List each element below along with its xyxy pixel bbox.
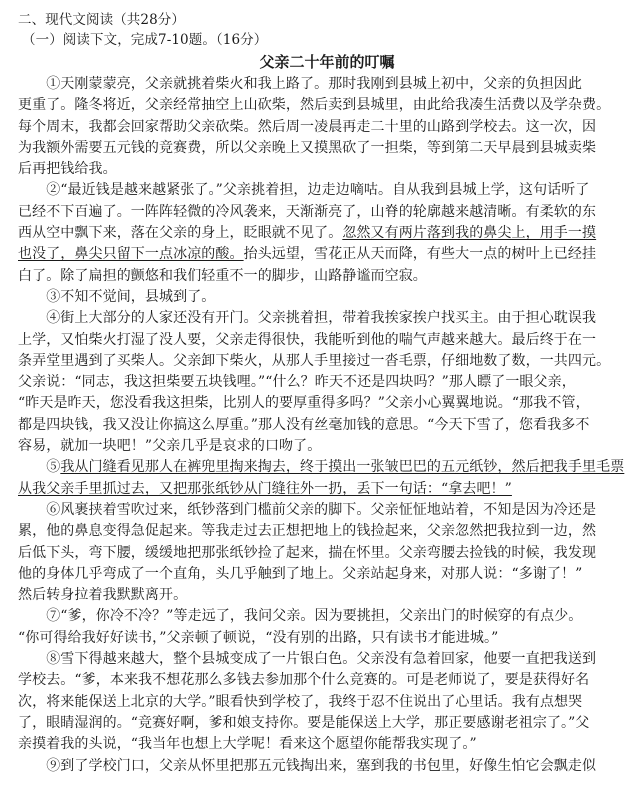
text-line (18, 479, 616, 500)
text-segment: 后低下头，弯下腰，缓缓地把那张纸钞捡了起来，揣在怀里。父亲弯腰去捡钱的时候，我发现 (18, 544, 597, 561)
text-segment: ⑨到了学校门口，父亲从怀里把那五元钱掏出来，塞到我的书包里，好像生怕它会飘走似 (18, 757, 597, 774)
text-line (18, 372, 616, 393)
article-paragraph (18, 606, 616, 649)
text-line (18, 734, 616, 755)
text-segment: 次，将来能保送上北京的大学。”眼看快到学校了，我终于忍不住说出了心里话。我有点想哭 (18, 693, 583, 710)
article-paragraph (18, 74, 616, 180)
text-line (18, 692, 616, 713)
article-body (18, 74, 625, 777)
text-line (18, 138, 616, 159)
text-line (18, 117, 616, 138)
article-paragraph (18, 649, 616, 755)
text-segment: ④街上大部分的人家还没有开门。父亲挑着担，带着我挨家挨户找买主。由于担心耽误我 (18, 310, 597, 327)
text-segment: 学校去。“爹，本来我不想花那么多钱去参加那个什么竞赛的。可是老师说了，要是获得好名 (18, 672, 590, 689)
text-segment: 上学，又怕柴火打湿了没人要，父亲走得很快，我能听到他的喘气声越来越大。最后终于在一 (18, 331, 597, 348)
article-paragraph (18, 500, 616, 606)
text-segment: ②“最近钱是越来越紧张了。”父亲挑着担，边走边嘀咕。自从我到县城上学，这句话听了 (18, 182, 590, 199)
text-line (18, 670, 616, 691)
underlined-sentence: 我从门缝看见那人在裤兜里掏来掏去，终于摸出一张皱巴巴的五元纸钞，然后把我手里毛票 (60, 459, 625, 476)
text-line (18, 95, 616, 116)
article-paragraph (18, 308, 616, 457)
text-segment: 亲摸着我的头说，“我当年也想上大学呢！看来这个愿望你能帮我实现了。” (18, 736, 477, 753)
article-paragraph (18, 756, 616, 777)
text-line (18, 180, 616, 201)
text-segment: 然后转身拉着我默默离开。 (18, 587, 188, 604)
text-line (18, 756, 616, 777)
text-line (18, 649, 616, 670)
text-segment: 为我额外需要五元钱的竞赛费，所以父亲晚上又摸黑砍了一担柴，等到第二天早晨到县城卖柴 (18, 139, 597, 156)
exam-page (18, 10, 625, 777)
question-instruction: （一）阅读下文，完成7-10题。（16分） (22, 32, 268, 48)
text-line (18, 628, 616, 649)
section-heading: 二、现代文阅读（共28分） (18, 12, 185, 28)
text-line (18, 266, 616, 287)
text-segment: ⑤ (18, 459, 61, 476)
text-segment: 父亲说：“同志，我这担柴要五块钱哩。”“什么？昨天不还是四块吗？”那人瞟了一眼父亲， (18, 374, 576, 391)
underlined-sentence: 忽然又有两片落到我的鼻尖上，用手一摸 (342, 225, 597, 242)
text-line (18, 543, 616, 564)
text-line (18, 415, 616, 436)
text-line (18, 713, 616, 734)
text-line (18, 457, 625, 478)
text-segment: ③不知不觉间，县城到了。 (18, 288, 216, 305)
text-segment: 后再把钱给我。 (18, 161, 117, 178)
text-line (18, 330, 616, 351)
text-line (18, 585, 616, 606)
text-segment: ⑧雪下得越来越大，整个县城变成了一片银白色。父亲没有急着回家，他要一直把我送到 (18, 651, 597, 668)
text-segment: 更重了。隆冬将近，父亲经常抽空上山砍柴，然后卖到县城里，由此给我凑生活费以及学杂费。 (18, 97, 611, 114)
text-line (18, 521, 616, 542)
text-line (18, 202, 616, 223)
text-segment: 西从空中飘下来，落在父亲的身上，眨眼就不见了。 (18, 225, 343, 242)
text-segment: “昨天是昨天，您没看我这担柴，比别人的要厚重得多吗？”父亲小心翼翼地说。“那我不管， (18, 395, 590, 412)
text-line (18, 308, 616, 329)
text-segment: 了，眼睛湿润的。“竞赛好啊，爹和娘支持你。要是能保送上大学，那正要感谢老祖宗了。”父 (18, 714, 590, 731)
article-title: 父亲二十年前的叮嘱 (259, 53, 395, 71)
text-segment: ①天刚蒙蒙亮，父亲就挑着柴火和我上路了。那时我刚到县城上初中，父亲的负担因此 (18, 76, 582, 92)
text-line (18, 500, 616, 521)
text-segment: 他的身体几乎弯成了一个直角，头几乎触到了地上。父亲站起身来，对那人说：“多谢了！” (18, 565, 583, 582)
text-line (18, 564, 616, 585)
text-segment: 条弄堂里遇到了买柴人。父亲卸下柴火，从那人手里接过一沓毛票，仔细地数了数，一共四元。 (18, 352, 611, 369)
text-segment: 累，他的鼻息变得急促起来。等我走过去正想把地上的钱捡起来，父亲忽然把我拉到一边，然 (18, 523, 597, 540)
article-paragraph (18, 287, 616, 308)
text-segment: 抬头远望，雪花正从天而降，有些大一点的树叶上已经挂 (243, 246, 597, 263)
text-segment: 都是四块钱，我又没让你搞这么厚重。”那人没有丝毫加钱的意思。“今天下雪了，您看我多不 (18, 416, 590, 433)
text-line (18, 74, 616, 95)
underlined-sentence: 也没了，鼻尖只留下一点冰凉的酸。 (18, 246, 244, 263)
text-segment: “你可得给我好好读书，”父亲顿了顿说，“没有别的出路，只有读书才能进城。” (18, 629, 499, 646)
text-line (18, 244, 616, 265)
text-segment: 每个周末，我都会回家帮助父亲砍柴。然后周一凌晨再走二十里的山路到学校去。这一次，因 (18, 118, 597, 135)
text-segment: 容易，就加一块吧！”父亲几乎是哀求的口吻了。 (18, 438, 322, 455)
underlined-sentence: “拿去吧！” (441, 480, 512, 497)
text-segment: 已经不下百遍了。一阵阵轻微的冷风袭来，天渐渐亮了，山脊的轮廓越来越清晰。有柔软的东 (18, 203, 597, 220)
text-line (18, 393, 616, 414)
text-segment: ⑦“爹，你冷不冷？”等走远了，我问父亲。因为要挑担，父亲出门的时候穿的有点少。 (18, 608, 583, 625)
text-line (18, 351, 616, 372)
underlined-sentence: 从我父亲手里抓过去，又把那张纸钞从门缝往外一扔，丢下一句话： (18, 480, 441, 497)
text-line (18, 606, 616, 627)
text-segment: 白了。除了扁担的颤悠和我们轻重不一的脚步，山路静谧而空寂。 (18, 267, 427, 284)
text-line (18, 159, 616, 180)
article-paragraph (18, 180, 616, 286)
article-paragraph (18, 457, 625, 500)
text-line (18, 287, 616, 308)
text-line (18, 223, 616, 244)
text-line (18, 436, 616, 457)
text-segment: ⑥风裹挟着雪吹过来，纸钞落到门槛前父亲的脚下。父亲怔怔地站着，不知是因为冷还是 (18, 501, 597, 518)
